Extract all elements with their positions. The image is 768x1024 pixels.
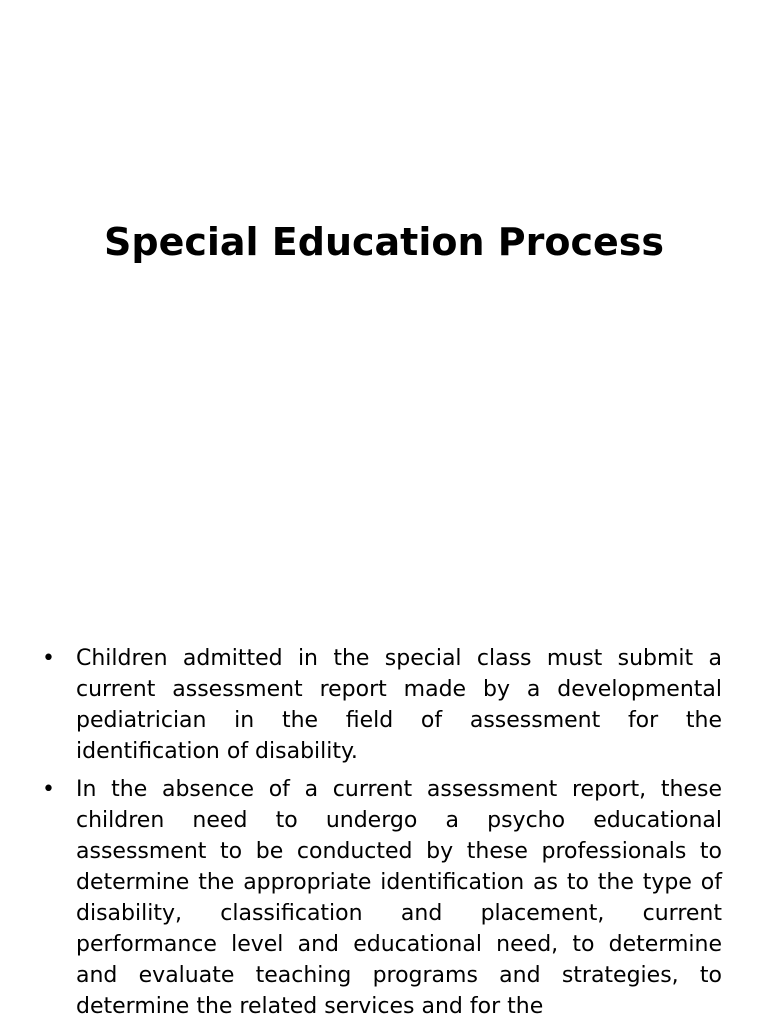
bullet-item-1 [42, 643, 722, 767]
bullet-icon: • [42, 646, 55, 671]
bullet-text-2: In the absence of a current assessment report, these children need to undergo a psycho educational assessment to be conducted by these professionals to determine the appropriate identification as to the type of disability, classification and placement, current performance level and educational need, to determine and evaluate teaching programs and strategies, to determine the related services and for the [76, 777, 722, 1019]
bullet-list [42, 643, 722, 1024]
slide-title: Special Education Process [104, 220, 664, 264]
bullet-icon: • [42, 777, 55, 802]
bullet-item-2 [42, 774, 722, 1022]
bullet-text-1: Children admitted in the special class must submit a current assessment report made by a developmental pediatrician in the field of assessment for the identification of disability. [76, 646, 722, 764]
